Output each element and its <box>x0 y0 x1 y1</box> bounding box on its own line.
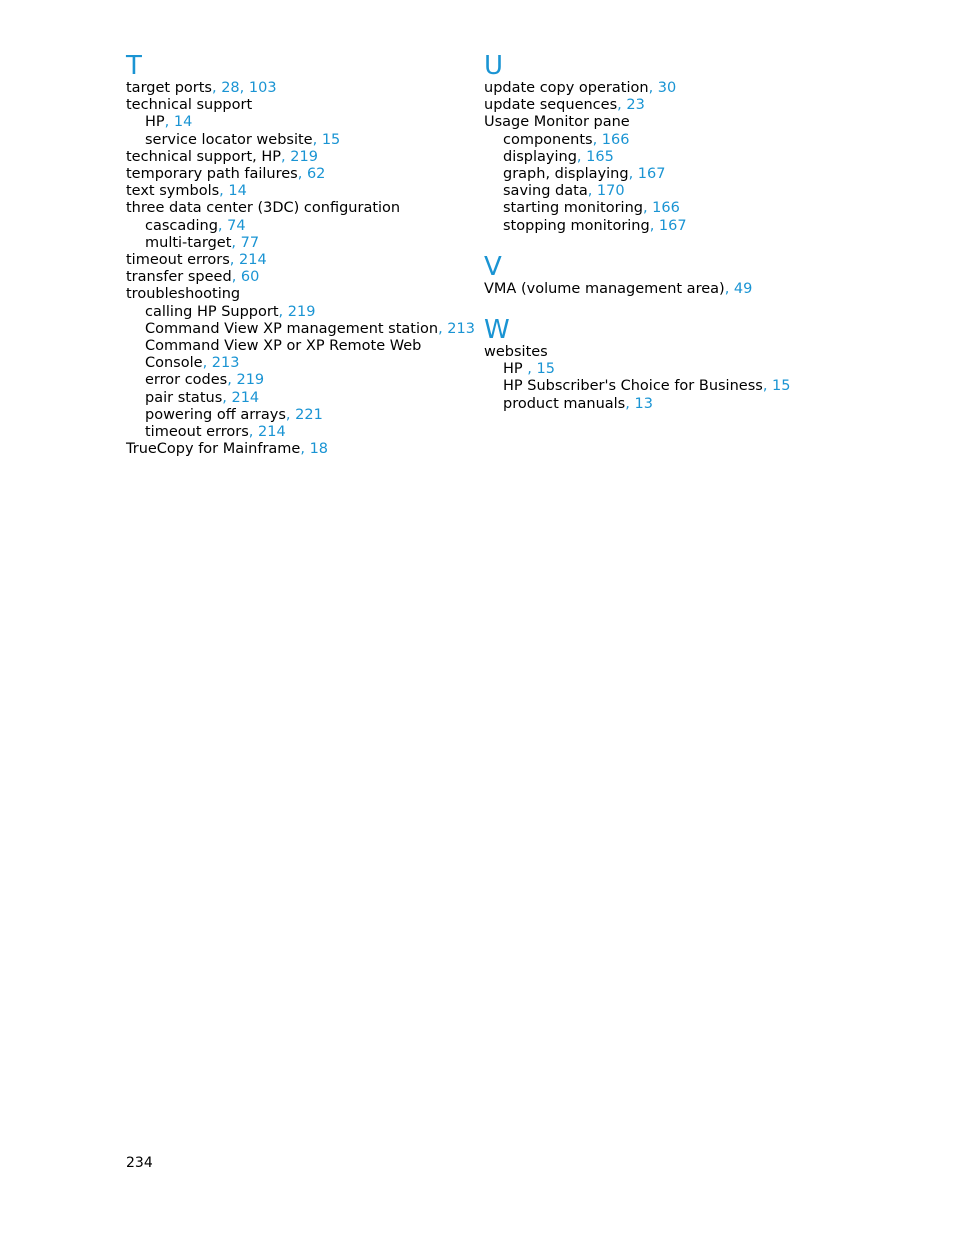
entry-term: timeout errors <box>126 252 230 269</box>
page-reference-link[interactable]: , 28, 103 <box>211 80 277 96</box>
page-reference-link[interactable]: , 15 <box>527 361 555 378</box>
index-subentry <box>484 200 824 217</box>
index-subentry <box>484 218 824 235</box>
index-entry <box>126 183 466 200</box>
entry-term: troubleshooting <box>126 286 241 303</box>
entry-term: graph, displaying <box>503 166 629 183</box>
page-reference-link[interactable]: , 219 <box>227 372 265 389</box>
entry-term: HP <box>145 114 165 131</box>
entry-term: three data center (3DC) configuration <box>126 200 401 217</box>
entry-term: components <box>503 131 593 148</box>
page-reference-link[interactable]: , 30 <box>648 80 677 96</box>
index-subentry <box>484 183 824 200</box>
index-subentry <box>126 304 466 321</box>
index-subentry <box>484 396 824 413</box>
index-entry <box>126 149 466 166</box>
entry-term: text symbols <box>126 183 220 200</box>
entry-term: VMA (volume management area) <box>484 280 725 297</box>
page-reference-link[interactable]: , 74 <box>217 217 246 234</box>
index-subentry <box>126 424 466 441</box>
index-subentry <box>126 235 466 252</box>
entry-term: cascading <box>145 217 218 234</box>
index-entry <box>484 80 824 97</box>
entry-term: timeout errors <box>145 424 249 441</box>
entry-term: multi-target <box>145 234 232 251</box>
index-subentry <box>484 166 824 183</box>
entry-term: transfer speed <box>126 269 232 286</box>
index-entry <box>126 166 466 183</box>
entry-term: saving data <box>503 183 588 200</box>
section-letter: U <box>484 51 504 81</box>
index-entry <box>126 97 466 114</box>
index-entry <box>126 269 466 286</box>
index-subentry <box>126 320 475 338</box>
entry-term: update copy operation <box>484 80 649 96</box>
page-reference-link[interactable]: , 213 <box>202 355 240 372</box>
entry-term: displaying <box>503 148 577 165</box>
index-column-left <box>126 51 475 458</box>
entry-term: technical support, HP <box>126 148 282 165</box>
index-column-right <box>484 52 824 413</box>
entry-term: product manuals <box>503 395 626 412</box>
entry-term: pair status <box>145 389 223 406</box>
page-reference-link[interactable]: , 60 <box>231 269 260 286</box>
section-letter: T <box>126 51 142 81</box>
entry-term: error codes <box>145 372 228 389</box>
index-section-u <box>484 52 824 235</box>
index-subentry <box>126 407 466 424</box>
entry-term: Command View XP management station <box>145 320 439 337</box>
index-section-w <box>484 316 824 413</box>
page-reference-link[interactable]: , 77 <box>231 234 260 251</box>
page-reference-link[interactable]: , 214 <box>248 424 286 441</box>
page-reference-link[interactable]: , 15 <box>312 131 341 148</box>
index-section-t <box>126 51 475 458</box>
page-reference-link[interactable]: , 15 <box>762 378 791 395</box>
page-reference-link[interactable]: , 170 <box>587 183 625 200</box>
index-entry <box>126 80 466 97</box>
page-reference-link[interactable]: , 23 <box>617 97 645 114</box>
entry-term: Command View XP or XP Remote Web <box>145 338 422 355</box>
entry-term: starting monitoring <box>503 200 643 217</box>
page-reference-link[interactable]: , 166 <box>642 200 680 217</box>
page-reference-link[interactable]: , 165 <box>576 148 614 165</box>
index-entry <box>126 200 466 217</box>
entry-term: TrueCopy for Mainframe <box>126 441 301 458</box>
entry-term: HP Subscriber's Choice for Business <box>503 378 763 395</box>
entry-term: stopping monitoring <box>503 217 650 234</box>
entry-term: update sequences <box>484 97 618 114</box>
index-subentry <box>126 390 466 407</box>
index-subentry <box>126 372 466 389</box>
entry-term: calling HP Support <box>145 303 279 320</box>
entry-term: temporary path failures <box>126 166 298 183</box>
index-subentry <box>126 338 466 355</box>
entry-term: powering off arrays <box>145 406 286 423</box>
page-reference-link[interactable]: , 214 <box>229 252 267 269</box>
page-number: 234 <box>126 1155 153 1171</box>
page-reference-link[interactable]: , 18 <box>300 441 329 458</box>
entry-term: Usage Monitor pane <box>484 114 630 131</box>
index-subentry <box>484 361 824 378</box>
index-subentry <box>484 378 824 395</box>
section-letter: W <box>484 315 510 346</box>
index-subentry <box>484 132 824 149</box>
index-section-v <box>484 253 824 298</box>
page-reference-link[interactable]: , 167 <box>628 166 666 183</box>
index-subentry <box>126 218 466 235</box>
index-entry <box>484 344 824 361</box>
index-entry <box>484 281 824 298</box>
entry-term: HP <box>503 361 528 378</box>
entry-term: service locator website <box>145 131 313 148</box>
entry-term: websites <box>484 344 548 361</box>
index-subentry <box>126 355 466 372</box>
page-reference-link[interactable]: , 14 <box>164 114 193 131</box>
index-subentry <box>126 132 466 149</box>
section-letter: V <box>484 251 502 282</box>
page-reference-link[interactable]: , 167 <box>649 217 687 234</box>
page-reference-link[interactable]: , 166 <box>592 131 630 148</box>
index-entry <box>484 114 824 131</box>
page-reference-link[interactable]: , 214 <box>222 389 260 406</box>
page-reference-link[interactable]: , 14 <box>219 183 247 200</box>
index-subentry <box>484 149 824 166</box>
index-entry <box>484 97 824 114</box>
entry-term: Console <box>145 355 203 372</box>
index-entry <box>126 441 466 458</box>
page-reference-link[interactable]: , 49 <box>724 280 753 297</box>
page-reference-link[interactable]: , 13 <box>625 395 653 412</box>
index-entry <box>126 286 466 303</box>
page-reference-link[interactable]: , 62 <box>297 166 326 183</box>
page-reference-link[interactable]: , 221 <box>285 406 323 423</box>
page-reference-link[interactable]: , 219 <box>281 148 318 165</box>
page-reference-link[interactable]: , 219 <box>278 303 316 320</box>
entry-term: target ports <box>126 80 212 96</box>
index-entry <box>126 252 466 269</box>
page-reference-link[interactable]: , 213 <box>438 320 475 337</box>
entry-term: technical support <box>126 97 253 114</box>
index-subentry <box>126 114 466 131</box>
